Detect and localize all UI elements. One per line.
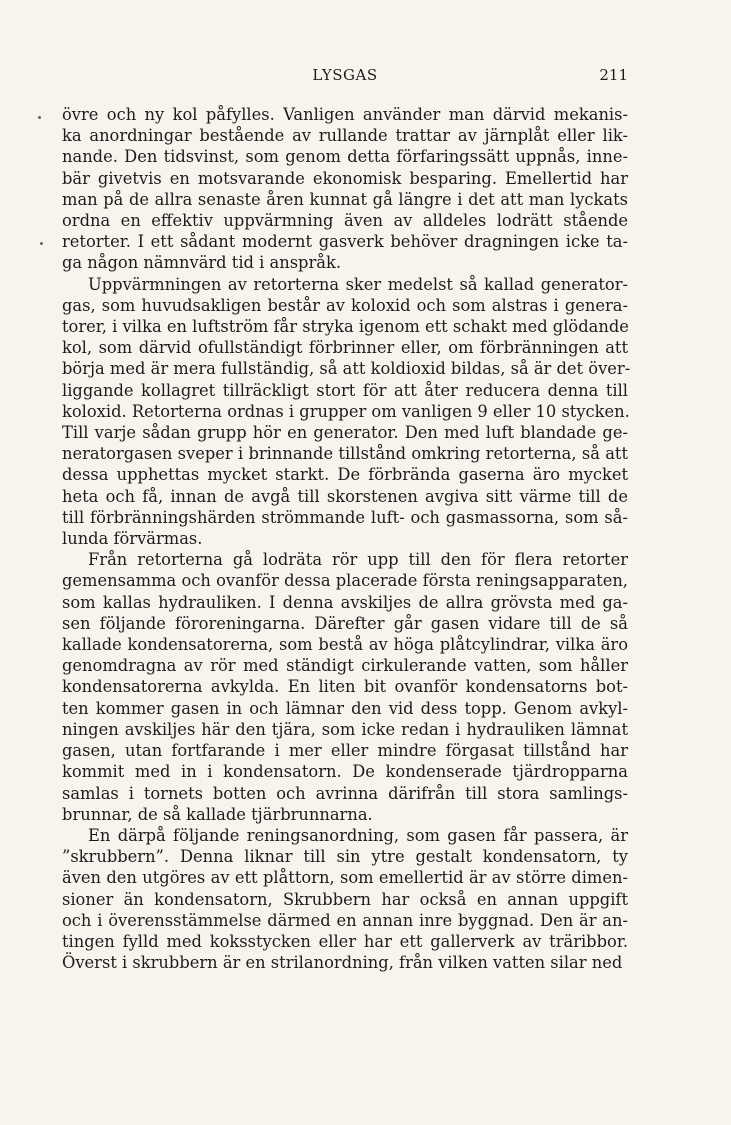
text-line: genomdragna av rör med ständigt cirkulerande vatten, som håller xyxy=(62,656,628,676)
paragraph xyxy=(62,549,628,825)
text-line: och i överensstämmelse därmed en annan inre byggnad. Den är an- xyxy=(62,910,628,930)
text-line: övre och ny kol påfylles. Vanligen använder man därvid mekanis- xyxy=(62,105,628,124)
text-line: kondensatorerna avkylda. En liten bit ovanför kondensatorns bot- xyxy=(62,677,628,697)
text-line: Till varje sådan grupp hör en generator. Den med luft blandade ge- xyxy=(62,423,628,443)
text-line: ka anordningar bestående av rullande trattar av järnplåt eller lik- xyxy=(62,126,628,146)
text-line: kol, som därvid ofullständigt förbrinner eller, om förbränningen att xyxy=(62,338,628,358)
text-line: bär givetvis en motsvarande ekonomisk besparing. Emellertid har xyxy=(62,168,628,188)
text-line: brunnar, de så kallade tjärbrunnarna. xyxy=(62,804,373,824)
text-line: heta och få, innan de avgå till skorstenen avgiva sitt värme till de xyxy=(62,486,628,506)
text-line: ga någon nämnvärd tid i anspråk. xyxy=(62,253,342,273)
running-title: LYSGAS xyxy=(312,66,378,84)
paragraph xyxy=(62,104,628,274)
text-line: nande. Den tidsvinst, som genom detta förfaringssätt uppnås, inne- xyxy=(62,147,628,167)
paragraph xyxy=(62,825,628,973)
text-line: ordna en effektiv uppvärmning även av alldeles lodrätt stående xyxy=(62,211,628,231)
text-line: Överst i skrubbern är en strilanordning, från vilken vatten silar ned xyxy=(62,953,623,973)
text-line: liggande kollagret tillräckligt stort för att åter reducera denna till xyxy=(62,380,628,400)
text-line: koloxid. Retorterna ordnas i grupper om vanligen 9 eller 10 stycken. xyxy=(62,401,630,421)
text-line: ”skrubbern”. Denna liknar till sin ytre gestalt kondensatorn, ty xyxy=(62,847,628,867)
text-line: sen följande föroreningarna. Därefter går gasen vidare till de så xyxy=(62,613,628,633)
text-line: gemensamma och ovanför dessa placerade första reningsapparaten, xyxy=(62,571,628,591)
margin-mark xyxy=(38,116,41,119)
margin-mark xyxy=(40,242,43,245)
text-line: tingen fylld med koksstycken eller har ett gallerverk av träribbor. xyxy=(62,931,628,951)
text-line: även den utgöres av ett plåttorn, som emellertid är av större dimen- xyxy=(62,868,628,888)
text-line: samlas i tornets botten och avrinna därifrån till stora samlings- xyxy=(62,783,628,803)
text-line: Från retorterna gå lodräta rör upp till den för flera retorter xyxy=(88,550,628,570)
text-line: gasen, utan fortfarande i mer eller mindre förgasat tillstånd har xyxy=(62,741,628,761)
text-line: börja med är mera fullständig, så att koldioxid bildas, så är det över- xyxy=(62,359,631,379)
text-line: lunda förvärmas. xyxy=(62,529,203,549)
page-header xyxy=(62,66,628,90)
text-line: retorter. I ett sådant modernt gasverk behöver dragningen icke ta- xyxy=(62,232,628,252)
text-line: kallade kondensatorerna, som bestå av höga plåtcylindrar, vilka äro xyxy=(62,635,628,655)
page-number: 211 xyxy=(599,66,628,84)
paragraph xyxy=(62,274,631,550)
text-line: Uppvärmningen av retorterna sker medelst så kallad generator- xyxy=(88,274,628,294)
text-line: som kallas hydrauliken. I denna avskiljes de allra grövsta med ga- xyxy=(62,592,628,612)
text-line: till förbränningshärden strömmande luft- och gasmassorna, som så- xyxy=(62,507,628,527)
text-line: torer, i vilka en luftström får stryka igenom ett schakt med glödande xyxy=(62,317,629,337)
text-line: man på de allra senaste åren kunnat gå längre i det att man lyckats xyxy=(62,189,628,209)
text-line: ningen avskiljes här den tjära, som icke redan i hydrauliken lämnat xyxy=(62,719,628,739)
body-text xyxy=(62,104,631,973)
text-line: sioner än kondensatorn, Skrubbern har också en annan uppgift xyxy=(62,889,628,909)
text-line: ten kommer gasen in och lämnar den vid dess topp. Genom avkyl- xyxy=(62,698,628,718)
text-line: dessa upphettas mycket starkt. De förbrända gaserna äro mycket xyxy=(62,465,628,485)
text-line: gas, som huvudsakligen består av koloxid och som alstras i genera- xyxy=(62,295,628,315)
text-line: kommit med in i kondensatorn. De kondenserade tjärdropparna xyxy=(62,762,628,782)
text-line: neratorgasen sveper i brinnande tillstånd omkring retorterna, så att xyxy=(62,444,628,464)
text-line: En därpå följande reningsanordning, som gasen får passera, är xyxy=(88,825,628,845)
